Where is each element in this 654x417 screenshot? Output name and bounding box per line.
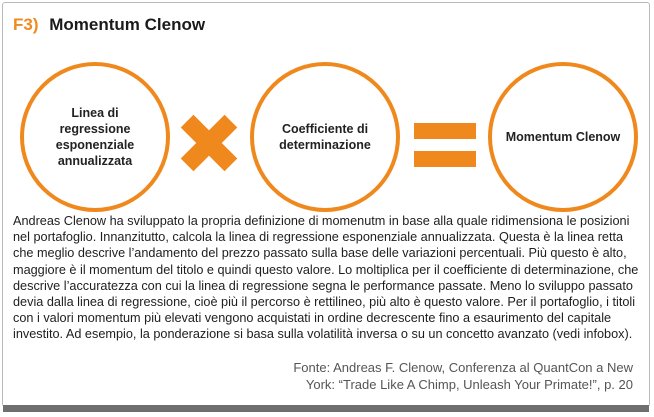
equals-icon: [414, 123, 476, 167]
description-paragraph: Andreas Clenow ha sviluppato la propria definizione di momenutm in base alla quale ridimensiona le posizioni nel portafoglio. Innanzitutto, calcola la linea di regressione esponenziale annualizzata. Questa è la linea retta che meglio descrive l’andamento del prezzo passato sulla base delle variazioni percentuali. Più questo è alto, maggiore è il momentum del titolo e quindi questo valore. Lo moltiplica per il coefficiente di determinazione, che descrive l’accuratezza con cui la linea di regressione segna le performance passate. Meno lo sviluppo passato devia dalla linea di regressione, cioè più il percorso è rettilineo, più alto è questo valore. Per il portafoglio, i titoli con i valori momentum più elevati vengono acquistati in ordine decrescente fino a esaurimento del capitale investito. Ad esempio, la ponderazione si basa sulla volatilità inversa o su un concetto avanzato (vedi infobox).: [13, 214, 639, 342]
circle-regression: [20, 62, 170, 212]
formula-diagram: [0, 40, 654, 215]
figure-title: [13, 15, 205, 35]
times-icon: [178, 112, 240, 174]
figure-tag: F3): [13, 15, 39, 34]
bottom-bar: [3, 405, 649, 412]
circle-result: [488, 62, 638, 212]
circle-regression-label: Linea di regressione esponenziale annualizzata: [55, 106, 135, 168]
circle-determination-label: Coefficiente di determinazione: [279, 122, 371, 152]
circle-result-label: Momentum Clenow: [505, 130, 621, 144]
source-citation: Fonte: Andreas F. Clenow, Conferenza al QuantCon a New York: “Trade Like A Chimp, Unleash Your Primate!”, p. 20: [293, 360, 633, 392]
figure-name: Momentum Clenow: [49, 15, 206, 34]
circle-determination: [250, 62, 400, 212]
